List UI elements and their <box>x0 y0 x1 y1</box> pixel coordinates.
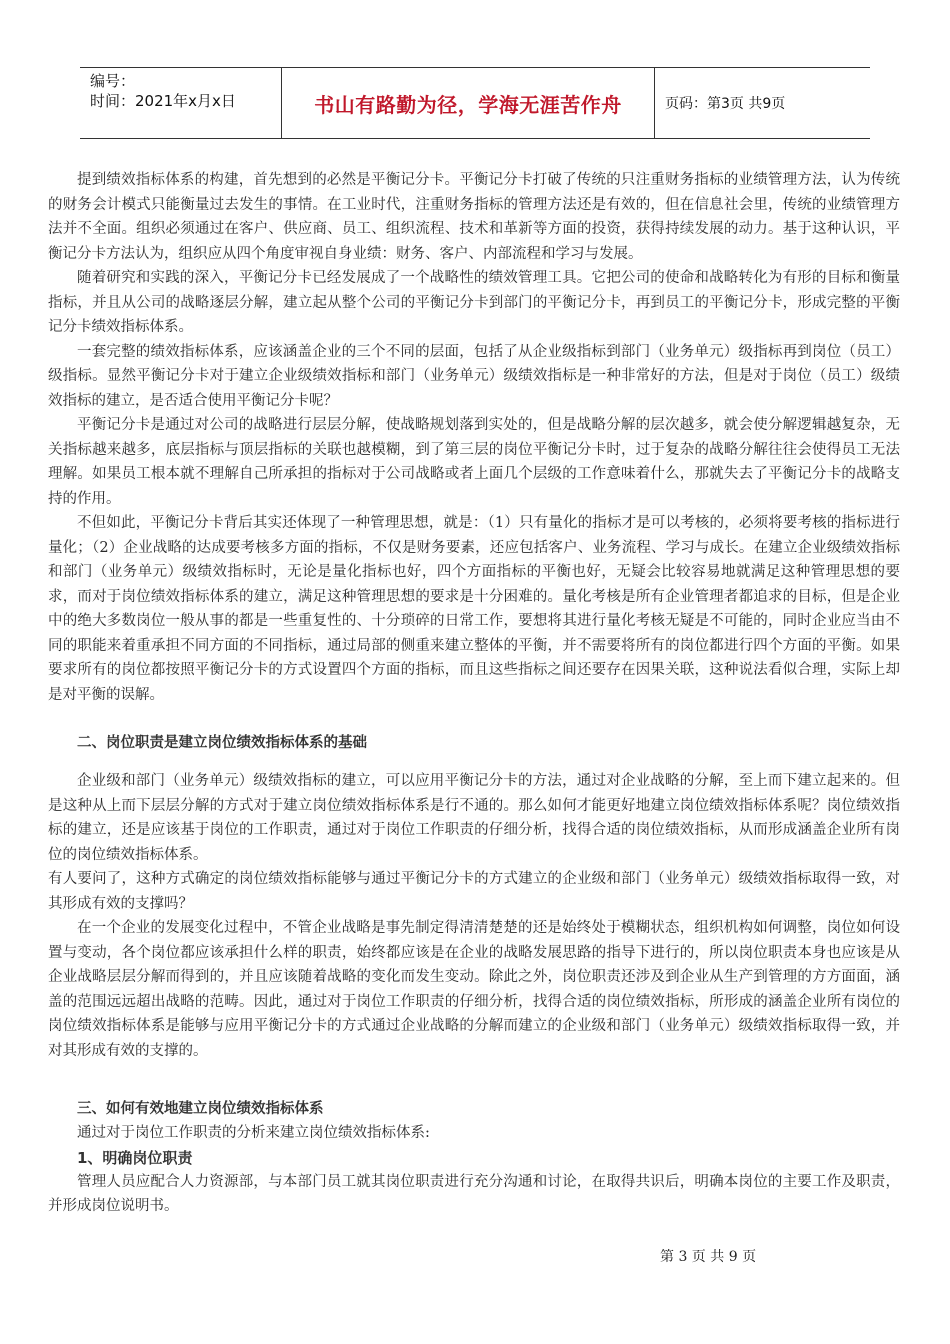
paragraph: 企业级和部门（业务单元）级绩效指标的建立，可以应用平衡记分卡的方法，通过对企业战略的分解，至上而下建立起来的。但是这种从上而下层层分解的方式对于建立岗位绩效指标体系是行不通的。那么如何才能更好地建立岗位绩效指标体系呢？岗位绩效指标的建立，还是应该基于岗位的工作职责，通过对于岗位工作职责的仔细分析，找得合适的岗位绩效指标，从而形成涵盖企业所有岗位的岗位绩效指标体系。 <box>48 773 900 863</box>
section-heading: 三、如何有效地建立岗位绩效指标体系 <box>77 1101 324 1117</box>
paragraph: 有人要问了，这种方式确定的岗位绩效指标能够与通过平衡记分卡的方式建立的企业级和部门（业务单元）级绩效指标取得一致，对其形成有效的支撑吗？ <box>48 871 900 912</box>
page-footer: 第 3 页 共 9 页 <box>660 1249 757 1265</box>
section-heading: 二、岗位职责是建立岗位绩效指标体系的基础 <box>77 735 367 751</box>
header-page-cell <box>655 68 870 138</box>
motto: 书山有路勤为径，学海无涯苦作舟 <box>314 92 622 117</box>
paragraph: 管理人员应配合人力资源部，与本部门员工就其岗位职责进行充分沟通和讨论，在取得共识后，明确本岗位的主要工作及职责，并形成岗位说明书。 <box>48 1173 900 1214</box>
paragraph: 一套完整的绩效指标体系，应该涵盖企业的三个不同的层面，包括了从企业级指标到部门（业务单元）级指标再到岗位（员工）级指标。显然平衡记分卡对于建立企业级绩效指标和部门（业务单元）级绩效指标是一种非常好的方法，但是对于岗位（员工）级绩效指标的建立，是否适合使用平衡记分卡呢？ <box>48 343 900 409</box>
paragraph: 提到绩效指标体系的构建，首先想到的必然是平衡记分卡。平衡记分卡打破了传统的只注重财务指标的业绩管理方法，认为传统的财务会计模式只能衡量过去发生的事情。在工业时代，注重财务指标的管理方法还是有效的，但在信息社会里，传统的业绩管理方法并不全面。组织必须通过在客户、供应商、员工、组织流程、技术和革新等方面的投资，获得持续发展的动力。基于这种认识，平衡记分卡方法认为，组织应从四个角度审视自身业绩：财务、客户、内部流程和学习与发展。 <box>48 172 900 262</box>
header-motto-cell <box>282 68 655 138</box>
page-number: 页码：第3页 共9页 <box>665 96 786 112</box>
page-header <box>80 67 870 139</box>
header-meta <box>80 68 282 138</box>
paragraph: 在一个企业的发展变化过程中，不管企业战略是事先制定得清清楚楚的还是始终处于模糊状态，组织机构如何调整，岗位如何设置与变动，各个岗位都应该承担什么样的职责，始终都应该是在企业的战略发展思路的指导下进行的，所以岗位职责本身也应该是从企业战略层层分解而得到的，并且应该随着战略的变化而发生变动。除此之外，岗位职责还涉及到企业从生产到管理的方方面面，涵盖的范围远远超出战略的范畴。因此，通过对于岗位工作职责的仔细分析，找得合适的岗位绩效指标，所形成的涵盖企业所有岗位的岗位绩效指标体系是能够与应用平衡记分卡的方式通过企业战略的分解而建立的企业级和部门（业务单元）级绩效指标取得一致，并对其形成有效的支撑的。 <box>48 920 900 1059</box>
paragraph: 通过对于岗位工作职责的分析来建立岗位绩效指标体系: <box>77 1125 430 1141</box>
paragraph: 随着研究和实践的深入，平衡记分卡已经发展成了一个战略性的绩效管理工具。它把公司的使命和战略转化为有形的目标和衡量指标，并且从公司的战略逐层分解，建立起从整个公司的平衡记分卡到部门的平衡记分卡，再到员工的平衡记分卡，形成完整的平衡记分卡绩效指标体系。 <box>48 270 900 335</box>
document-number: 编号： <box>90 72 136 90</box>
paragraph: 平衡记分卡是通过对公司的战略进行层层分解，使战略规划落到实处的，但是战略分解的层次越多，就会使分解逻辑越复杂，无关指标越来越多，底层指标与顶层指标的关联也越模糊，到了第三层的岗位平衡记分卡时，过于复杂的战略分解往往会使得员工无法理解。如果员工根本就不理解自己所承担的指标对于公司战略或者上面几个层级的工作意味着什么，那就失去了平衡记分卡的战略支持的作用。 <box>48 417 900 507</box>
paragraph: 不但如此，平衡记分卡背后其实还体现了一种管理思想，就是：（1）只有量化的指标才是可以考核的，必须将要考核的指标进行量化；（2）企业战略的达成要考核多方面的指标，不仅是财务要素，还应包括客户、业务流程、学习与成长。在建立企业级绩效指标和部门（业务单元）级绩效指标时，无论是量化指标也好，四个方面指标的平衡也好，无疑会比较容易地就满足这种管理思想的要求，而对于岗位绩效指标体系的建立，满足这种管理思想的要求是十分困难的。量化考核是所有企业管理者都追求的目标，但是企业中的绝大多数岗位一般从事的都是一些重复性的、十分琐碎的日常工作，要想将其进行量化考核无疑是不可能的，同时企业应当由不同的职能来着重承担不同方面的不同指标，通过局部的侧重来建立整体的平衡，并不需要将所有的岗位都进行四个方面的平衡。如果要求所有的岗位都按照平衡记分卡的方式设置四个方面的指标，而且这些指标之间还要存在因果关联，这种说法看似合理，实际上却是对平衡的误解。 <box>48 515 900 703</box>
document-body <box>48 168 900 1219</box>
subsection-heading: 1、明确岗位职责 <box>77 1148 193 1167</box>
document-date: 时间：2021年x月x日 <box>90 92 236 110</box>
